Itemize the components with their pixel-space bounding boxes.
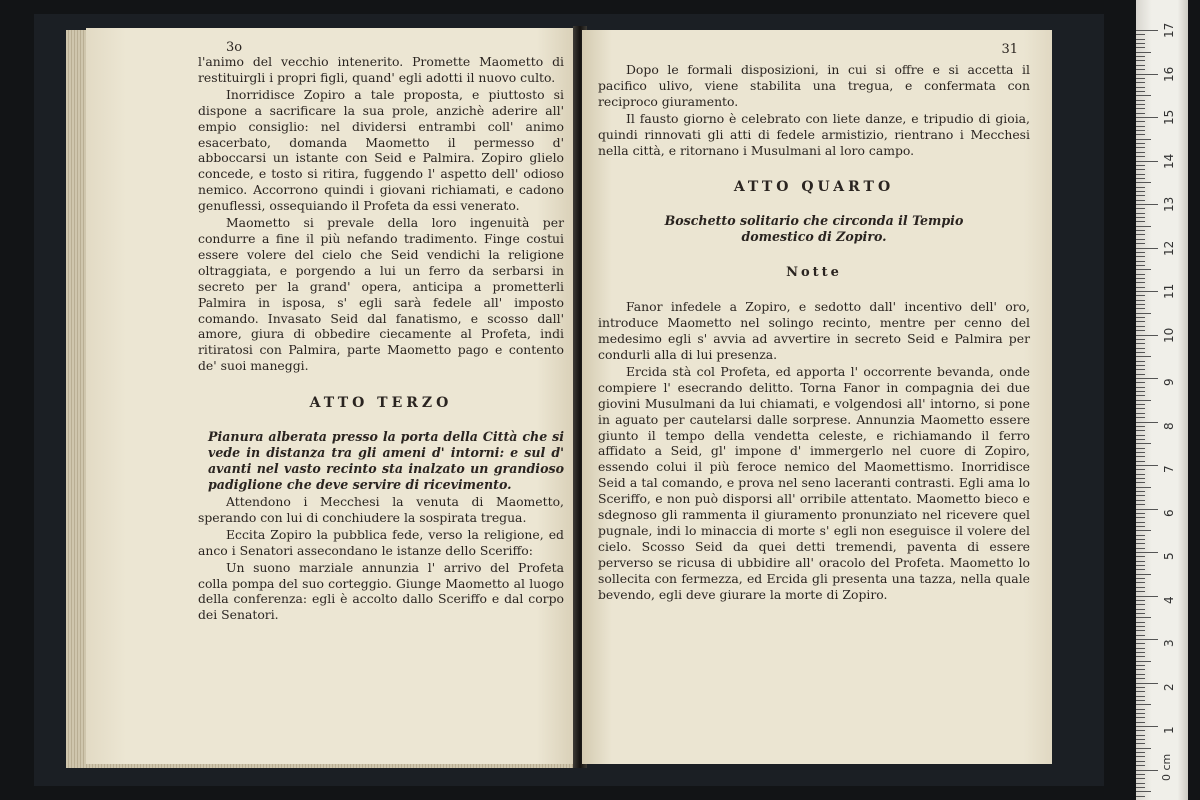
ruler-tick [1136,422,1158,423]
ruler-tick [1136,482,1145,483]
ruler-tick [1136,556,1145,557]
ruler-tick [1136,574,1151,575]
ruler-tick [1136,365,1145,366]
ruler-tick [1136,622,1145,623]
ruler-tick [1136,478,1145,479]
ruler-tick [1136,713,1145,714]
ruler-unit-label: 0 cm [1160,753,1173,781]
ruler-tick [1136,709,1145,710]
left-page [86,28,576,764]
ruler-tick [1136,195,1145,196]
left-paragraph-3: Maometto si prevale della loro ingenuità per condurre a fine il più nefando tradimento. Finge costui essere volere del cielo che Seid vendichi la religione oltraggiata, e porgendo a lui un ferro da serbarsi in secreto per la grand' opera, anticipa a prometterli Palmira in isposa, s' egli sarà fedele all' imposto comando. Invasato Seid dal fanatismo, e scosso dall' amore, giura di obbedire ciecamente al Profeta, indi ritiratosi con Palmira, parte Maometto pago e contento de' suoi maneggi. [198,215,564,374]
ruler-tick [1136,630,1145,631]
ruler-tick [1136,439,1145,440]
ruler-tick [1136,517,1145,518]
ruler-cm-label: 7 [1162,465,1176,473]
ruler-tick [1136,582,1145,583]
ruler-tick [1136,417,1145,418]
ruler-tick [1136,648,1145,649]
ruler-tick [1136,413,1145,414]
ruler-tick [1136,65,1145,66]
ruler-cm-label: 11 [1162,283,1176,299]
ruler-cm-label: 9 [1162,378,1176,386]
left-paragraph-4: Attendono i Mecchesi la venuta di Maometto, sperando con lui di conchiudere la sospirata tregua. [198,494,564,525]
left-paragraph-5: Eccita Zopiro la pubblica fede, verso la religione, ed anco i Senatori assecondano le istanze dello Sceriffo: [198,526,564,558]
ruler-cm-label: 4 [1162,595,1176,604]
ruler-tick [1136,600,1145,601]
ruler-tick [1136,82,1145,83]
ruler-tick [1136,265,1145,266]
ruler-tick [1136,565,1145,566]
act-four-heading: ATTO QUARTO [733,179,895,196]
ruler-tick [1136,635,1145,636]
ruler-tick [1136,43,1145,44]
ruler-tick [1136,52,1151,53]
act-three-scene-description: Pianura alberata presso la porta della Città che si vede in distanza tra gli ameni d' intorni: e sul d' avanti nel vasto recinto sta inalzato un grandioso padiglione che deve servire di ricevimento. [208,429,564,493]
ruler-tick [1136,591,1145,592]
ruler-cm-label: 3 [1162,639,1176,647]
ruler-tick [1136,770,1158,771]
ruler-tick [1136,609,1145,610]
ruler-cm-label: 5 [1162,552,1176,560]
ruler-tick [1136,509,1158,510]
ruler-tick [1136,391,1145,392]
ruler-tick [1136,343,1145,344]
right-page-text [598,62,1030,602]
ruler-tick [1136,456,1145,457]
ruler-tick [1136,30,1158,31]
ruler-tick [1136,374,1145,375]
ruler-tick [1136,500,1145,501]
ruler-tick [1136,656,1145,657]
ruler-tick [1136,178,1145,179]
ruler-tick [1136,495,1145,496]
ruler-tick [1136,121,1145,122]
ruler-tick [1136,104,1145,105]
ruler-cm-label: 13 [1162,196,1176,212]
ruler-tick [1136,378,1158,379]
ruler-tick [1136,34,1145,35]
ruler-tick [1136,261,1145,262]
ruler-tick [1136,604,1145,605]
ruler-tick [1136,543,1145,544]
ruler-tick [1136,152,1145,153]
ruler-tick [1136,339,1145,340]
ruler-tick [1136,78,1145,79]
ruler-tick [1136,700,1145,701]
ruler-tick [1136,269,1151,270]
ruler-tick [1136,561,1145,562]
ruler-tick [1136,530,1151,531]
right-paragraph-1: Dopo le formali disposizioni, in cui si offre e si accetta il pacifico ulivo, viene stabilita una tregua, e confermata con reciproco giuramento. [598,62,1030,109]
ruler-cm-label: 2 [1162,682,1176,691]
ruler-tick [1136,161,1158,162]
ruler-tick [1136,239,1145,240]
ruler-tick [1136,613,1145,614]
ruler-tick [1136,221,1145,222]
ruler-tick [1136,47,1145,48]
ruler-tick [1136,739,1145,740]
left-paragraph-1: l'animo del vecchio intenerito. Promette Maometto di restituirgli i propri figli, quand' egli adotti il nuovo culto. [198,54,564,85]
ruler-tick [1136,361,1145,362]
ruler-tick [1136,726,1158,727]
ruler-cm-label: 10 [1162,327,1176,343]
ruler-tick [1136,643,1145,644]
ruler-tick [1136,443,1151,444]
ruler-tick [1136,596,1158,597]
ruler-tick [1136,156,1145,157]
ruler-tick [1136,735,1145,736]
ruler-tick [1136,504,1145,505]
ruler-tick [1136,578,1145,579]
ruler-tick [1136,761,1145,762]
ruler-tick [1136,348,1145,349]
ruler-tick [1136,278,1145,279]
ruler-tick [1136,387,1145,388]
scene-line-2: domestico di Zopiro. [741,229,887,245]
ruler-tick [1136,552,1158,553]
ruler-tick [1136,217,1145,218]
ruler-tick [1136,300,1145,301]
ruler-tick [1136,252,1145,253]
ruler-tick [1136,191,1145,192]
ruler-tick [1136,243,1145,244]
ruler-tick [1136,435,1145,436]
ruler-tick [1136,382,1145,383]
ruler-tick [1136,39,1145,40]
night-heading: Notte [786,265,842,281]
ruler-tick [1136,395,1145,396]
ruler-tick [1136,321,1145,322]
ruler-tick [1136,587,1145,588]
ruler-tick [1136,674,1145,675]
ruler-tick [1136,69,1145,70]
ruler-cm-label: 16 [1162,66,1176,82]
ruler-cm-label: 6 [1162,508,1176,517]
ruler-tick [1136,134,1145,135]
ruler-tick [1136,108,1145,109]
left-page-number: 3o [226,40,243,55]
ruler-tick [1136,317,1145,318]
ruler-tick [1136,704,1151,705]
ruler-tick [1136,743,1145,744]
ruler-tick [1136,326,1145,327]
ruler-tick [1136,665,1145,666]
ruler-tick [1136,791,1151,792]
ruler-tick [1136,282,1145,283]
ruler-tick [1136,313,1151,314]
ruler-tick [1136,652,1145,653]
ruler-tick [1136,691,1145,692]
ruler-tick [1136,400,1151,401]
act-four-scene-description [598,213,1030,245]
ruler-tick [1136,404,1145,405]
ruler-tick [1136,461,1145,462]
ruler-tick [1136,204,1158,205]
ruler-cm-label: 15 [1162,109,1176,125]
ruler-tick [1136,213,1145,214]
ruler-tick [1136,234,1145,235]
ruler-tick [1136,304,1145,305]
ruler-tick [1136,91,1145,92]
ruler-tick [1136,748,1151,749]
ruler-tick [1136,465,1158,466]
ruler-tick [1136,87,1145,88]
ruler-tick [1136,539,1145,540]
ruler-tick [1136,639,1158,640]
ruler-tick [1136,678,1145,679]
ruler-tick [1136,117,1158,118]
ruler-tick [1136,274,1145,275]
ruler-tick [1136,200,1145,201]
ruler-tick [1136,308,1145,309]
left-paragraph-2: Inorridisce Zopiro a tale proposta, e piuttosto si dispone a sacrificare la sua prole, anzichè aderire all' empio consiglio: nel dividersi entrambi coll' animo esacerbato, domanda Maometto il permesso d' abboccarsi un istante con Seid e Palmira. Zopiro glielo concede, e tosto si ritira, fuggendo l' aspetto dell' odioso nemico. Accorrono quindi i giovani richiamati, e cadono genuflessi, ossequiando il Profeta da essi venerato. [198,86,564,214]
ruler-tick [1136,765,1145,766]
right-page [582,30,1052,764]
ruler-tick [1136,130,1145,131]
ruler-tick [1136,369,1145,370]
ruler-cm-label: 17 [1162,22,1176,38]
ruler-tick [1136,513,1145,514]
ruler-tick [1136,548,1145,549]
ruler-tick [1136,335,1158,336]
ruler-tick [1136,796,1145,797]
ruler-tick [1136,100,1145,101]
scene-line-1: Boschetto solitario che circonda il Tempio [664,213,964,229]
ruler-cm-label: 12 [1162,240,1176,256]
left-paragraph-6: Un suono marziale annunzia l' arrivo del Profeta colla pompa del suo corteggio. Giunge Maometto al luogo della conferenza: egli è accolto dallo Sceriffo e dal corpo dei Senatori. [198,559,564,623]
ruler-tick [1136,165,1145,166]
measurement-ruler [1136,0,1188,800]
ruler-tick [1136,74,1158,75]
ruler-tick [1136,683,1158,684]
ruler-tick [1136,787,1145,788]
ruler-tick [1136,187,1145,188]
ruler-tick [1136,248,1158,249]
ruler-tick [1136,617,1151,618]
ruler-tick [1136,474,1145,475]
ruler-tick [1136,752,1145,753]
ruler-tick [1136,182,1151,183]
ruler-tick [1136,756,1145,757]
right-paragraph-3: Fanor infedele a Zopiro, e sedotto dall' incentivo dell' oro, introduce Maometto nel solingo recinto, mentre per cenno del medesimo egli s' avvia ad avvertire in secreto Seid e Palmira per condurli alla di lui presenza. [598,299,1030,362]
ruler-cm-label: 1 [1162,726,1176,734]
ruler-tick [1136,56,1145,57]
ruler-tick [1136,491,1145,492]
ruler-tick [1136,295,1145,296]
ruler-tick [1136,426,1145,427]
ruler-tick [1136,356,1151,357]
ruler-tick [1136,60,1145,61]
ruler-tick [1136,669,1145,670]
ruler-tick [1136,730,1145,731]
ruler-tick [1136,687,1145,688]
ruler-tick [1136,408,1145,409]
ruler-tick [1136,95,1151,96]
ruler-tick [1136,287,1145,288]
ruler-tick [1136,522,1145,523]
ruler-tick [1136,174,1145,175]
ruler-tick [1136,535,1145,536]
ruler-tick [1136,774,1145,775]
ruler-tick [1136,696,1145,697]
ruler-tick [1136,430,1145,431]
ruler-tick [1136,661,1151,662]
ruler-tick [1136,569,1145,570]
ruler-cm-label: 14 [1162,153,1176,169]
ruler-tick [1136,291,1158,292]
ruler-tick [1136,778,1145,779]
ruler-tick [1136,226,1151,227]
ruler-tick [1136,230,1145,231]
right-page-number: 31 [1001,42,1018,57]
ruler-tick [1136,448,1145,449]
ruler-tick [1136,783,1145,784]
ruler-tick [1136,126,1145,127]
ruler-cm-label: 8 [1162,421,1176,430]
right-paragraph-2: Il fausto giorno è celebrato con liete danze, e tripudio di gioia, quindi rinnovati gli atti di fedele armistizio, rientrano i Mecchesi nella città, e ritornano i Musulmani al loro campo. [598,110,1030,158]
ruler-tick [1136,147,1145,148]
ruler-tick [1136,256,1145,257]
ruler-tick [1136,143,1145,144]
ruler-tick [1136,352,1145,353]
ruler-tick [1136,526,1145,527]
ruler-tick [1136,487,1151,488]
ruler-tick [1136,169,1145,170]
ruler-tick [1136,139,1151,140]
ruler-tick [1136,469,1145,470]
ruler-tick [1136,626,1145,627]
ruler-tick [1136,113,1145,114]
ruler-tick [1136,717,1145,718]
left-page-text [198,54,564,623]
ruler-tick [1136,208,1145,209]
right-paragraph-4: Ercida stà col Profeta, ed apporta l' occorrente bevanda, onde compiere l' esecrando delitto. Torna Fanor in compagnia dei due giovini Musulmani da lui chiamati, e volgendosi all' intorno, si pone in aguato per cautelarsi dalle sorprese. Annunzia Maometto essere giunto il tempo della vendetta celeste, e richiamando il ferro affidato a Seid, gl' impone d' immergerlo nel cuore di Zopiro, essendo colui il più feroce nemico del Maomettismo. Inorridisce Seid a tal comando, e prova nel seno laceranti contrasti. Egli ama lo Sceriffo, e non può disporsi all' orribile attentato. Maometto bieco e sdegnoso gli rammenta il giuramento pronunziato nel ricevere quel pugnale, indi lo minaccia di morte s' egli non eseguisce il volere del cielo. Scosso Seid da quei detti tremendi, paventa di essere perverso se ricusa di ubbidire all' oracolo del Profeta. Maometto lo sollecita con fermezza, ed Ercida gli presenta una tazza, nella quale bevendo, egli deve giurare la morte di Zopiro. [598,363,1030,602]
act-three-heading: ATTO TERZO [309,395,453,412]
ruler-tick [1136,330,1145,331]
ruler-tick [1136,722,1145,723]
ruler-tick [1136,452,1145,453]
